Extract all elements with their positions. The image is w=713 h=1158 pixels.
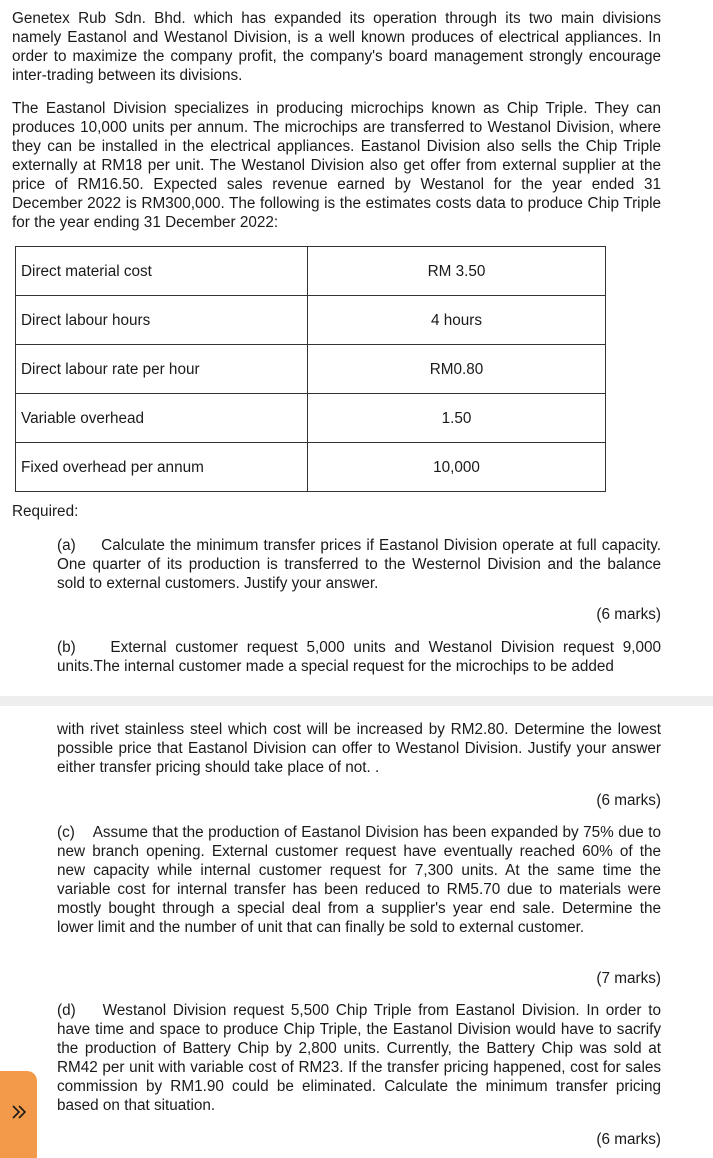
table-row	[16, 443, 606, 492]
document-page-2	[0, 706, 713, 1158]
cost-value: 1.50	[308, 394, 606, 443]
cost-item: Direct material cost	[16, 247, 308, 296]
cost-value: 10,000	[308, 443, 606, 492]
required-heading: Required:	[12, 503, 79, 520]
cost-value: 4 hours	[308, 296, 606, 345]
question-a-marks: (6 marks)	[596, 606, 661, 623]
cost-item: Fixed overhead per annum	[16, 443, 308, 492]
intro-paragraph-2: The Eastanol Division specializes in producing microchips known as Chip Triple. They can produces 10,000 units per annum. The microchips are transferred to Westanol Division, where they can be installed in the electrical appliances. Eastanol Division also sells the Chip Triple externally at RM18 per unit. The Westanol Division also get offer from external supplier at the price of RM16.50. Expected sales revenue earned by Westanol for the year ended 31 December 2022 is RM300,000. The following is the estimates costs data to produce Chip Triple for the year ending 31 December 2022:	[12, 100, 661, 231]
question-b-text: External customer request 5,000 units and Westanol Division request 9,000 units.The internal customer made a special request for the microchips to be added	[57, 639, 661, 675]
question-c-text: Assume that the production of Eastanol Division has been expanded by 75% due to new branch opening. External customer request have eventually reached 60% of the new capacity while internal customer request for 7,300 units. At the same time the variable cost for internal transfer has been reduced to RM5.70 due to materials were mostly bought through a special deal from a supplier's year end sale. Determine the lower limit and the number of unit that can finally be sold to external customer.	[57, 824, 661, 936]
question-d	[57, 1001, 661, 1115]
question-b-marks: (6 marks)	[596, 792, 661, 809]
cost-value: RM0.80	[308, 345, 606, 394]
question-d-label: (d)	[57, 1002, 76, 1019]
intro-paragraph-1: Genetex Rub Sdn. Bhd. which has expanded its operation through its two main divisions namely Eastanol and Westanol Division, is a well known produces of electrical appliances. In order to maximize the company profit, the company's board management strongly encourage inter-trading between its divisions.	[12, 10, 661, 84]
question-a-label: (a)	[57, 537, 76, 554]
question-c	[57, 823, 661, 937]
question-c-label: (c)	[57, 824, 75, 841]
cost-item: Variable overhead	[16, 394, 308, 443]
question-b-label: (b)	[57, 639, 76, 656]
question-b-continued: with rivet stainless steel which cost will be increased by RM2.80. Determine the lowest possible price that Eastanol Division can offer to Westanol Division. Justify your answer either transfer pricing should take place of not. .	[57, 721, 661, 776]
double-chevron-right-icon	[10, 1103, 28, 1126]
page-divider	[0, 696, 713, 706]
question-d-marks: (6 marks)	[596, 1131, 661, 1148]
question-a	[57, 536, 661, 593]
table-row	[16, 296, 606, 345]
question-a-text: Calculate the minimum transfer prices if Eastanol Division operate at full capacity. One quarter of its production is transferred to the Westernol Division and the balance sold to external customers. Justify your answer.	[57, 537, 661, 592]
table-row	[16, 345, 606, 394]
question-c-marks: (7 marks)	[596, 970, 661, 987]
next-page-button[interactable]	[0, 1071, 37, 1158]
cost-table	[15, 246, 606, 492]
question-b	[57, 638, 661, 676]
cost-item: Direct labour rate per hour	[16, 345, 308, 394]
cost-value: RM 3.50	[308, 247, 606, 296]
question-d-text: Westanol Division request 5,500 Chip Triple from Eastanol Division. In order to have time and space to produce Chip Triple, the Eastanol Division would have to sacrify the production of Battery Chip by 2,800 units. Currently, the Battery Chip was sold at RM42 per unit with variable cost of RM23. If the transfer pricing happened, cost for sales commission by RM1.90 could be eliminated. Calculate the minimum transfer pricing based on that situation.	[57, 1002, 661, 1114]
table-row	[16, 394, 606, 443]
cost-item: Direct labour hours	[16, 296, 308, 345]
table-row	[16, 247, 606, 296]
